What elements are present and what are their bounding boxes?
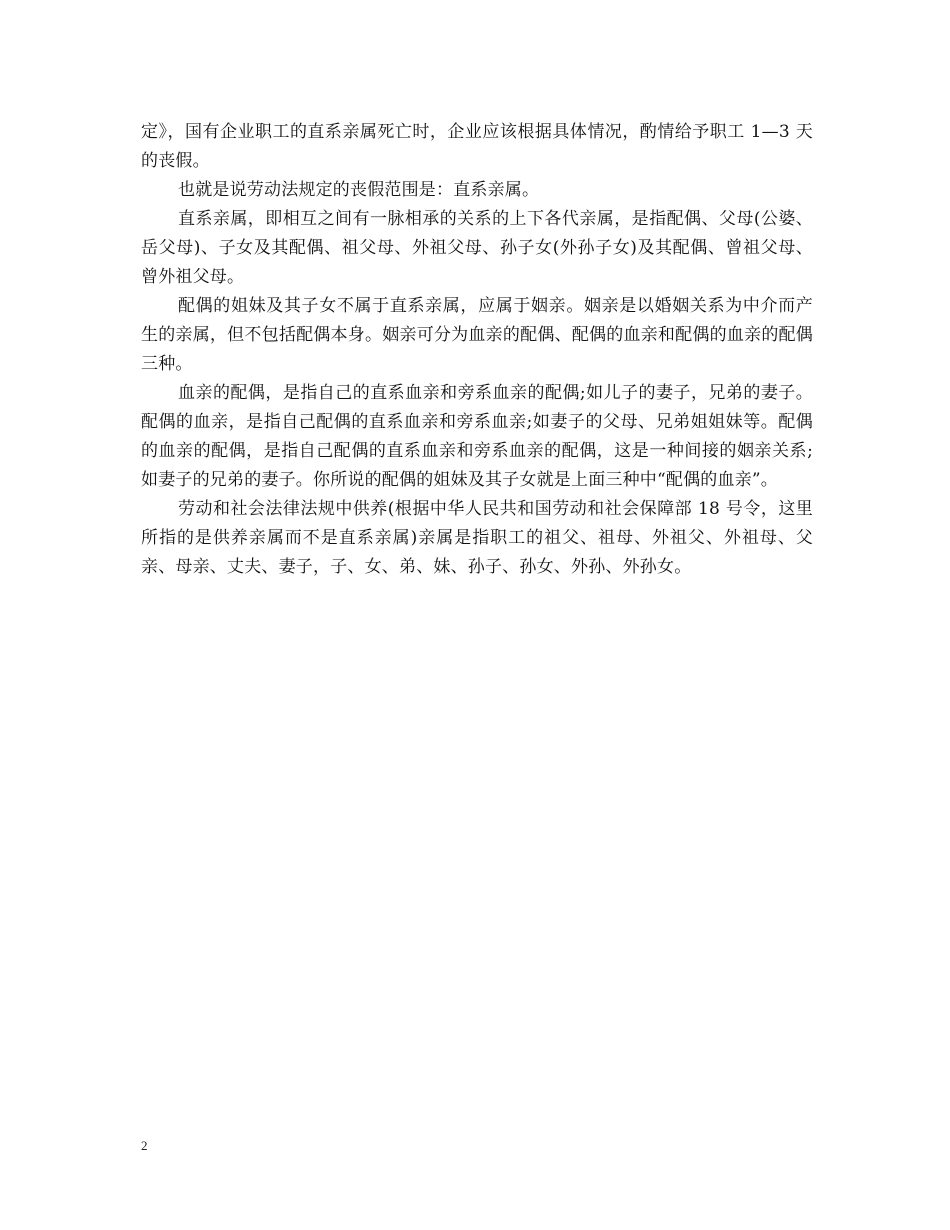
- body-text: [141, 118, 813, 582]
- paragraph-direct-relatives: 直系亲属，即相互之间有一脉相承的关系的上下各代亲属，是指配偶、父母(公婆、岳父母)、子女及其配偶、祖父母、外祖父母、孙子女(外孙子女)及其配偶、曾祖父母、曾外祖父母。: [141, 209, 813, 287]
- paragraph-in-laws: 配偶的姐妹及其子女不属于直系亲属，应属于姻亲。姻亲是以婚姻关系为中介而产生的亲属，但不包括配偶本身。姻亲可分为血亲的配偶、配偶的血亲和配偶的血亲的配偶三种。: [141, 296, 813, 374]
- paragraph-bereavement-scope: 也就是说劳动法规定的丧假范围是：直系亲属。: [178, 180, 540, 200]
- paragraph-continuation: 定》，国有企业职工的直系亲属死亡时，企业应该根据具体情况，酌情给予职工 1—3 天的丧假。: [141, 122, 813, 171]
- paragraph-in-law-types: 血亲的配偶，是指自己的直系血亲和旁系血亲的配偶;如儿子的妻子，兄弟的妻子。配偶的血亲，是指自己配偶的直系血亲和旁系血亲;如妻子的父母、兄弟姐姐妹等。配偶的血亲的配偶，是指自己配偶的直系血亲和旁系血亲的配偶，这是一种间接的姻亲关系;如妻子的兄弟的妻子。你所说的配偶的姐妹及其子女就是上面三种中“配偶的血亲”。: [141, 383, 813, 490]
- paragraph-dependents: 劳动和社会法律法规中供养(根据中华人民共和国劳动和社会保障部 18 号令，这里所指的是供养亲属而不是直系亲属)亲属是指职工的祖父、祖母、外祖父、外祖母、父亲、母亲、丈夫、妻子，子、女、弟、妹、孙子、孙女、外孙、外孙女。: [141, 499, 813, 577]
- page-number: 2: [141, 1138, 148, 1153]
